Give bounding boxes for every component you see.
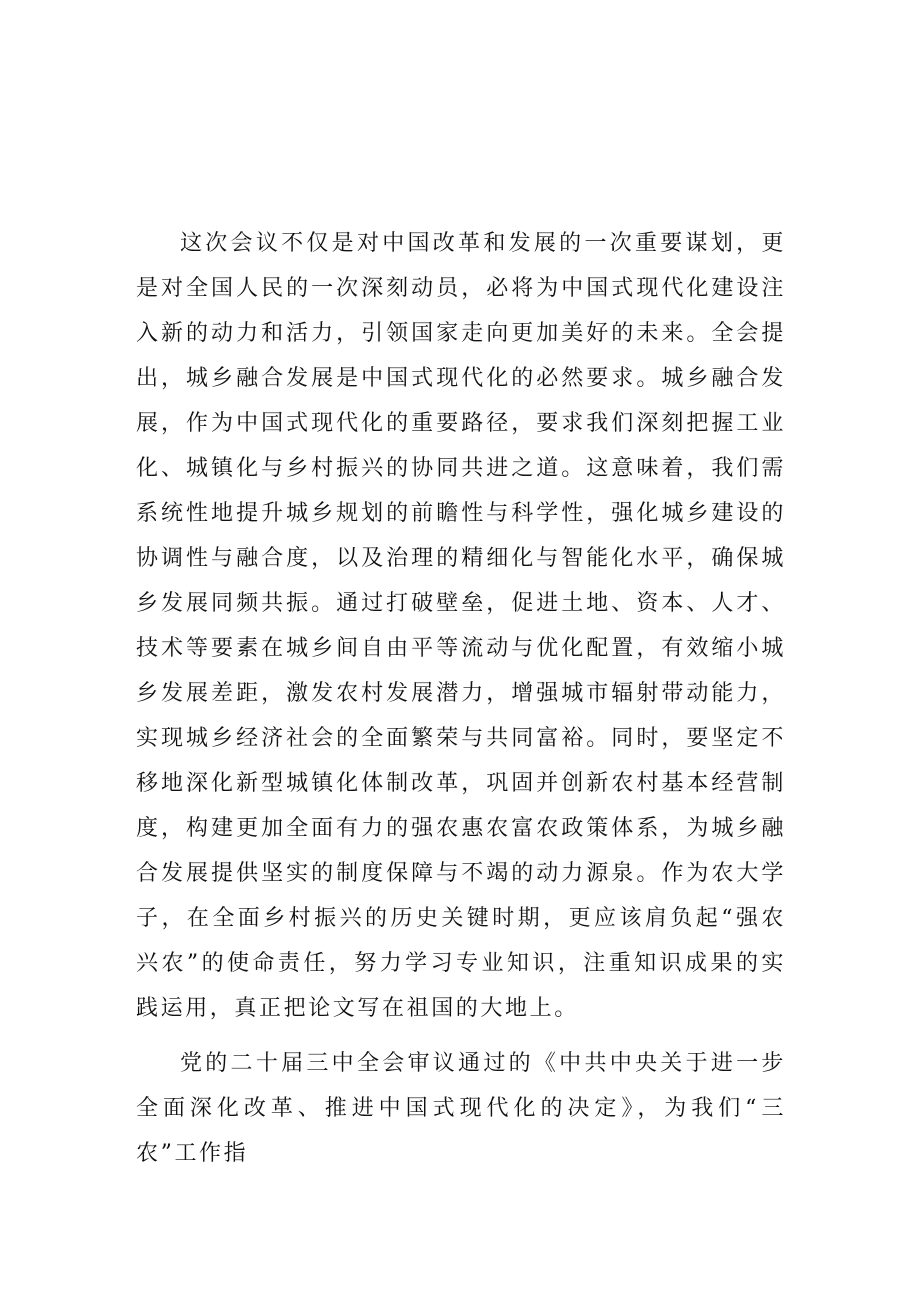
document-body [136, 221, 786, 1186]
paragraph-1: 这次会议不仅是对中国改革和发展的一次重要谋划，更是对全国人民的一次深刻动员，必将为中国式现代化建设注入新的动力和活力，引领国家走向更加美好的未来。全会提出，城乡融合发展是中国式现代化的必然要求。城乡融合发展，作为中国式现代化的重要路径，要求我们深刻把握工业化、城镇化与乡村振兴的协同共进之道。这意味着，我们需系统性地提升城乡规划的前瞻性与科学性，强化城乡建设的协调性与融合度，以及治理的精细化与智能化水平，确保城乡发展同频共振。通过打破壁垒，促进土地、资本、人才、技术等要素在城乡间自由平等流动与优化配置，有效缩小城乡发展差距，激发农村发展潜力，增强城市辐射带动能力，实现城乡经济社会的全面繁荣与共同富裕。同时，要坚定不移地深化新型城镇化体制改革，巩固并创新农村基本经营制度，构建更加全面有力的强农惠农富农政策体系，为城乡融合发展提供坚实的制度保障与不竭的动力源泉。作为农大学子，在全面乡村振兴的历史关键时期，更应该肩负起“强农兴农”的使命责任，努力学习专业知识，注重知识成果的实践运用，真正把论文写在祖国的大地上。 [136, 231, 786, 1021]
paragraph-2: 党的二十届三中全会审议通过的《中共中央关于进一步全面深化改革、推进中国式现代化的决定》，为我们“三农”工作指 [136, 1051, 786, 1166]
